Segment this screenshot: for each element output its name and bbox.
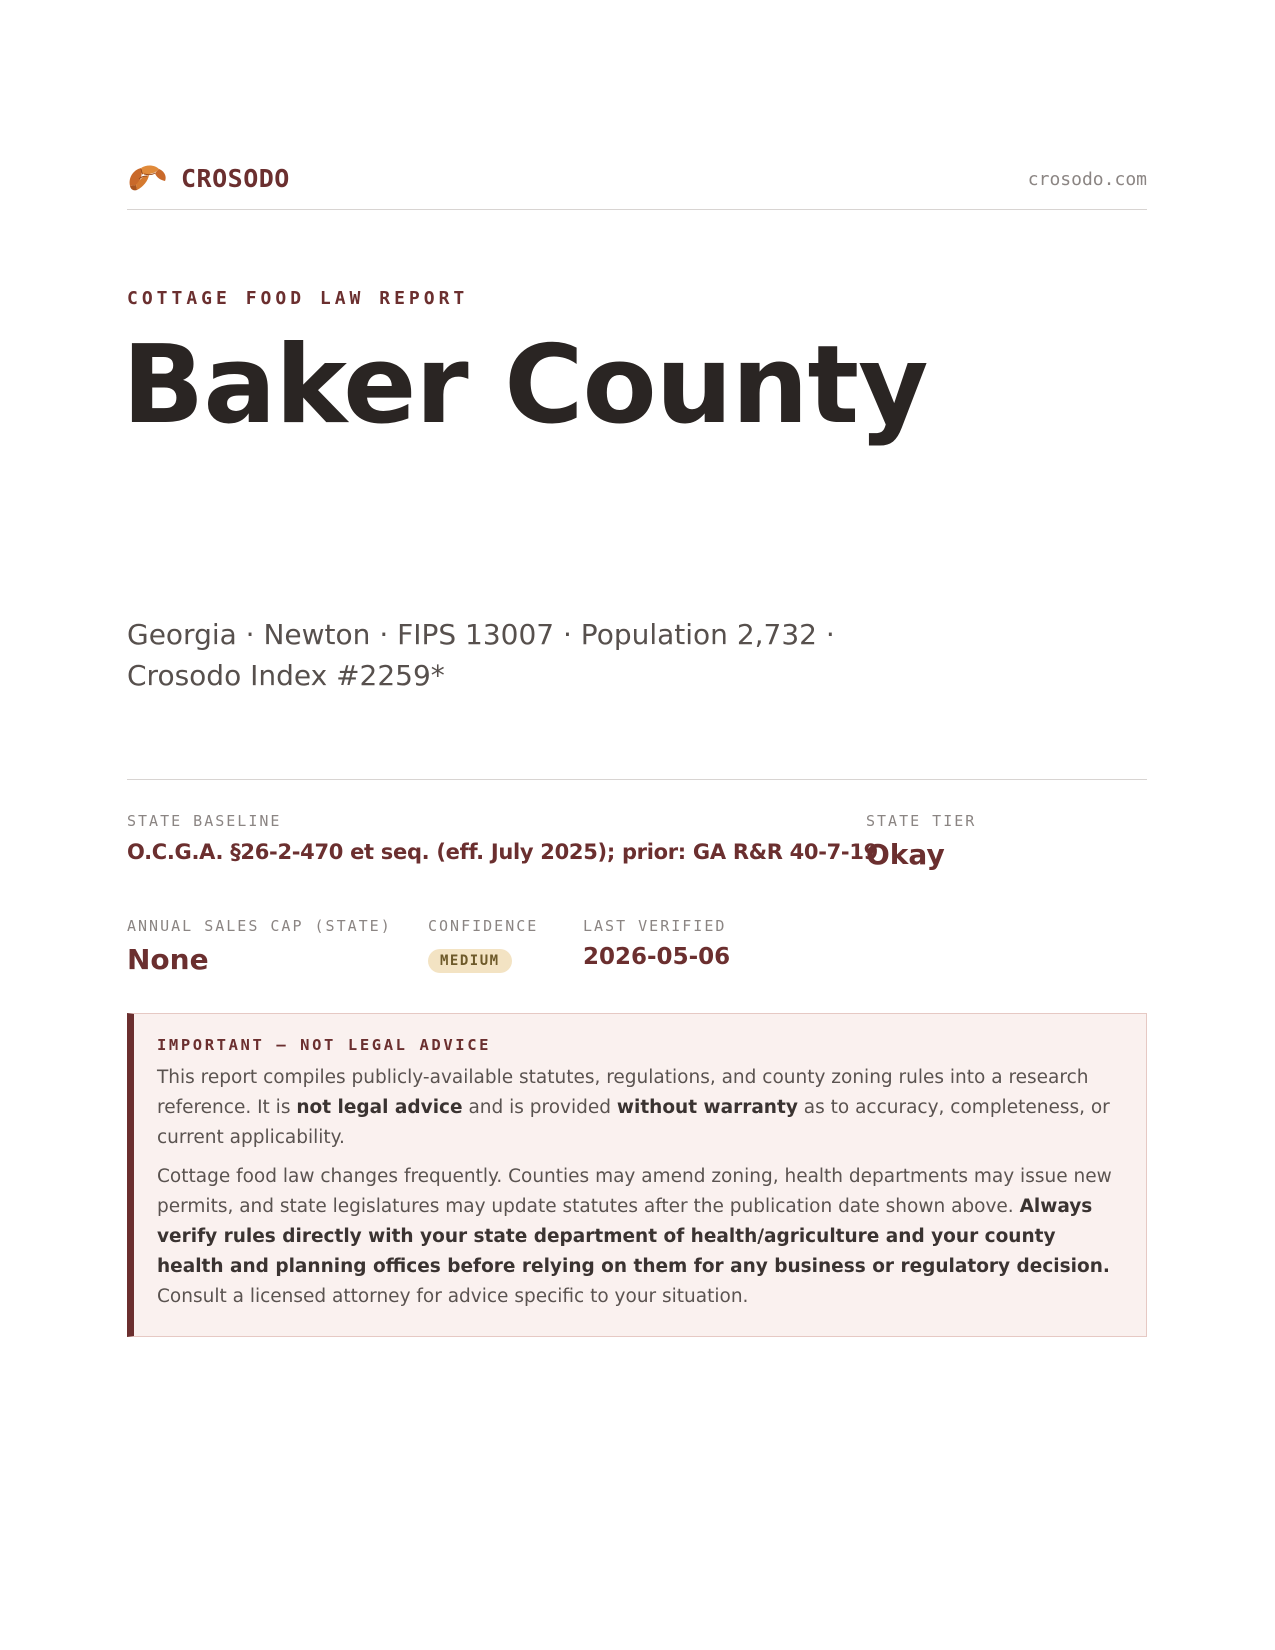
legal-disclaimer [127,1013,1147,1337]
brand [127,160,290,196]
report-eyebrow: COTTAGE FOOD LAW REPORT [127,288,469,309]
disclaimer-emphasis: not legal advice [296,1097,463,1118]
confidence-label: CONFIDENCE [428,917,539,935]
state-tier-value: Okay [866,838,945,871]
disclaimer-text: and is provided [462,1097,617,1118]
disclaimer-emphasis: Always verify rules directly with your state department of health/agriculture and your county health and planning offices before relying on them for any business or regulatory decision. [157,1196,1110,1277]
annual-sales-cap-field [127,917,392,976]
disclaimer-text: This report compiles publicly-available statutes, regulations, and county zoning rules into a research reference. It is [157,1067,1089,1118]
disclaimer-text: Cottage food law changes frequently. Counties may amend zoning, health departments may issue new permits, and state legislatures may update statutes after the publication date shown above. [157,1166,1112,1217]
annual-sales-cap-label: ANNUAL SALES CAP (STATE) [127,917,392,935]
croissant-icon [127,160,167,196]
report-subtitle: Georgia · Newton · FIPS 13007 · Population 2,732 · Crosodo Index #2259* [127,618,835,692]
disclaimer-paragraph-2 [157,1162,1120,1312]
last-verified-label: LAST VERIFIED [583,917,727,935]
disclaimer-heading: IMPORTANT — NOT LEGAL ADVICE [157,1036,492,1054]
state-baseline-value: O.C.G.A. §26-2-470 et seq. (eff. July 2025); prior: GA R&R 40-7-19 [127,840,878,864]
disclaimer-text: Consult a licensed attorney for advice specific to your situation. [157,1286,749,1307]
brand-name: CROSODO [181,163,290,193]
state-baseline-label: STATE BASELINE [127,812,282,830]
last-verified-field [583,917,730,970]
page-title: Baker County [122,323,928,448]
section-divider [127,779,1147,780]
disclaimer-text: as to accuracy, completeness, or current applicability. [157,1097,1110,1148]
confidence-badge: MEDIUM [428,949,512,973]
last-verified-value: 2026-05-06 [583,944,731,970]
annual-sales-cap-value: None [127,943,209,976]
site-url[interactable]: crosodo.com [1027,169,1147,190]
state-baseline-field [127,812,878,864]
state-tier-label: STATE TIER [866,812,977,830]
disclaimer-emphasis: without warranty [616,1097,798,1118]
page-header [127,160,1147,210]
disclaimer-paragraph-1 [157,1063,1120,1153]
confidence-field [428,917,538,973]
state-tier-field [866,812,976,871]
